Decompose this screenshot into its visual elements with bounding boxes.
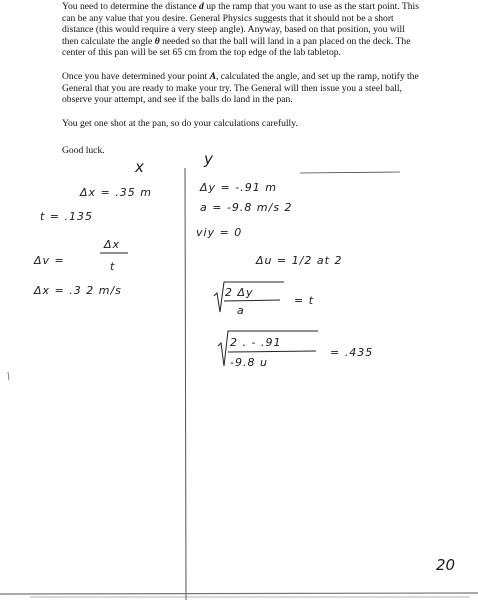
hw-y-sqrt2-rhs: = .435 — [330, 346, 374, 359]
page-number: 20 — [436, 556, 456, 574]
hw-x-dx: Δx = .35 m — [80, 186, 152, 199]
sqrt-sign-1 — [214, 282, 284, 312]
hw-y-sqrt2-den: -9.8 u — [230, 356, 268, 369]
sqrt-sign-2 — [218, 331, 318, 366]
text-span: , calculated the angle, and set up the ramp, notify the General that you are ready to make your try. The General will then issue you a steel ball, observe your attempt, and see if the balls do land in the pan. — [62, 71, 419, 106]
fraction-bar-sqrt-1 — [224, 300, 280, 301]
fraction-bar-sqrt-2 — [228, 351, 316, 352]
hw-y-header: y — [204, 150, 214, 168]
bottom-edge-line — [0, 593, 478, 594]
hw-y-viy: viy = 0 — [196, 226, 243, 239]
hw-x-formula-den: t — [110, 260, 116, 273]
variable-d: d — [199, 1, 204, 12]
hw-x-t: t = .135 — [40, 210, 94, 223]
hw-x-result: Δx = .3 2 m/s — [34, 284, 122, 297]
hw-x-formula-num: Δx — [104, 238, 121, 251]
text-span: Once you have determined your point — [62, 71, 210, 82]
hw-x-header: x — [135, 158, 145, 176]
text-span: needed so that the ball will land in a pan placed on the deck. The center of this pan will be set 65 cm from the top edge of the lab tabletop. — [62, 35, 411, 59]
text-span: up the ramp that you want to use as the start point. This can be any value that you desire. General Physics suggests that it should not be a short distance (this would require a very steep angle). Anyway, based on that position, you will then calculate the angle — [62, 1, 419, 47]
hw-y-dy: Δy = -.91 m — [200, 181, 277, 194]
hw-y-sqrt-num: 2 Δy — [225, 286, 254, 299]
variable-A: A — [209, 71, 216, 82]
variable-theta: θ — [154, 35, 160, 47]
text-span: You need to determine the distance — [62, 1, 200, 12]
instruction-paragraph-3: You get one shot at the pan, so do your calculations carefully. — [62, 118, 298, 129]
hw-x-formula-lhs: Δv = — [34, 254, 65, 267]
hw-y-sqrt2-num: 2 . - .91 — [230, 336, 282, 349]
hw-y-a: a = -9.8 m/s 2 — [200, 201, 293, 214]
hw-y-sqrt-den: a — [237, 304, 245, 317]
column-divider-line — [185, 168, 186, 600]
instruction-paragraph-4: Good luck. — [62, 145, 105, 156]
hw-y-eq: Δu = 1/2 at 2 — [256, 254, 343, 267]
rule-line — [300, 172, 400, 173]
stray-mark — [8, 372, 9, 380]
hw-y-sqrt-rhs: = t — [294, 294, 315, 307]
